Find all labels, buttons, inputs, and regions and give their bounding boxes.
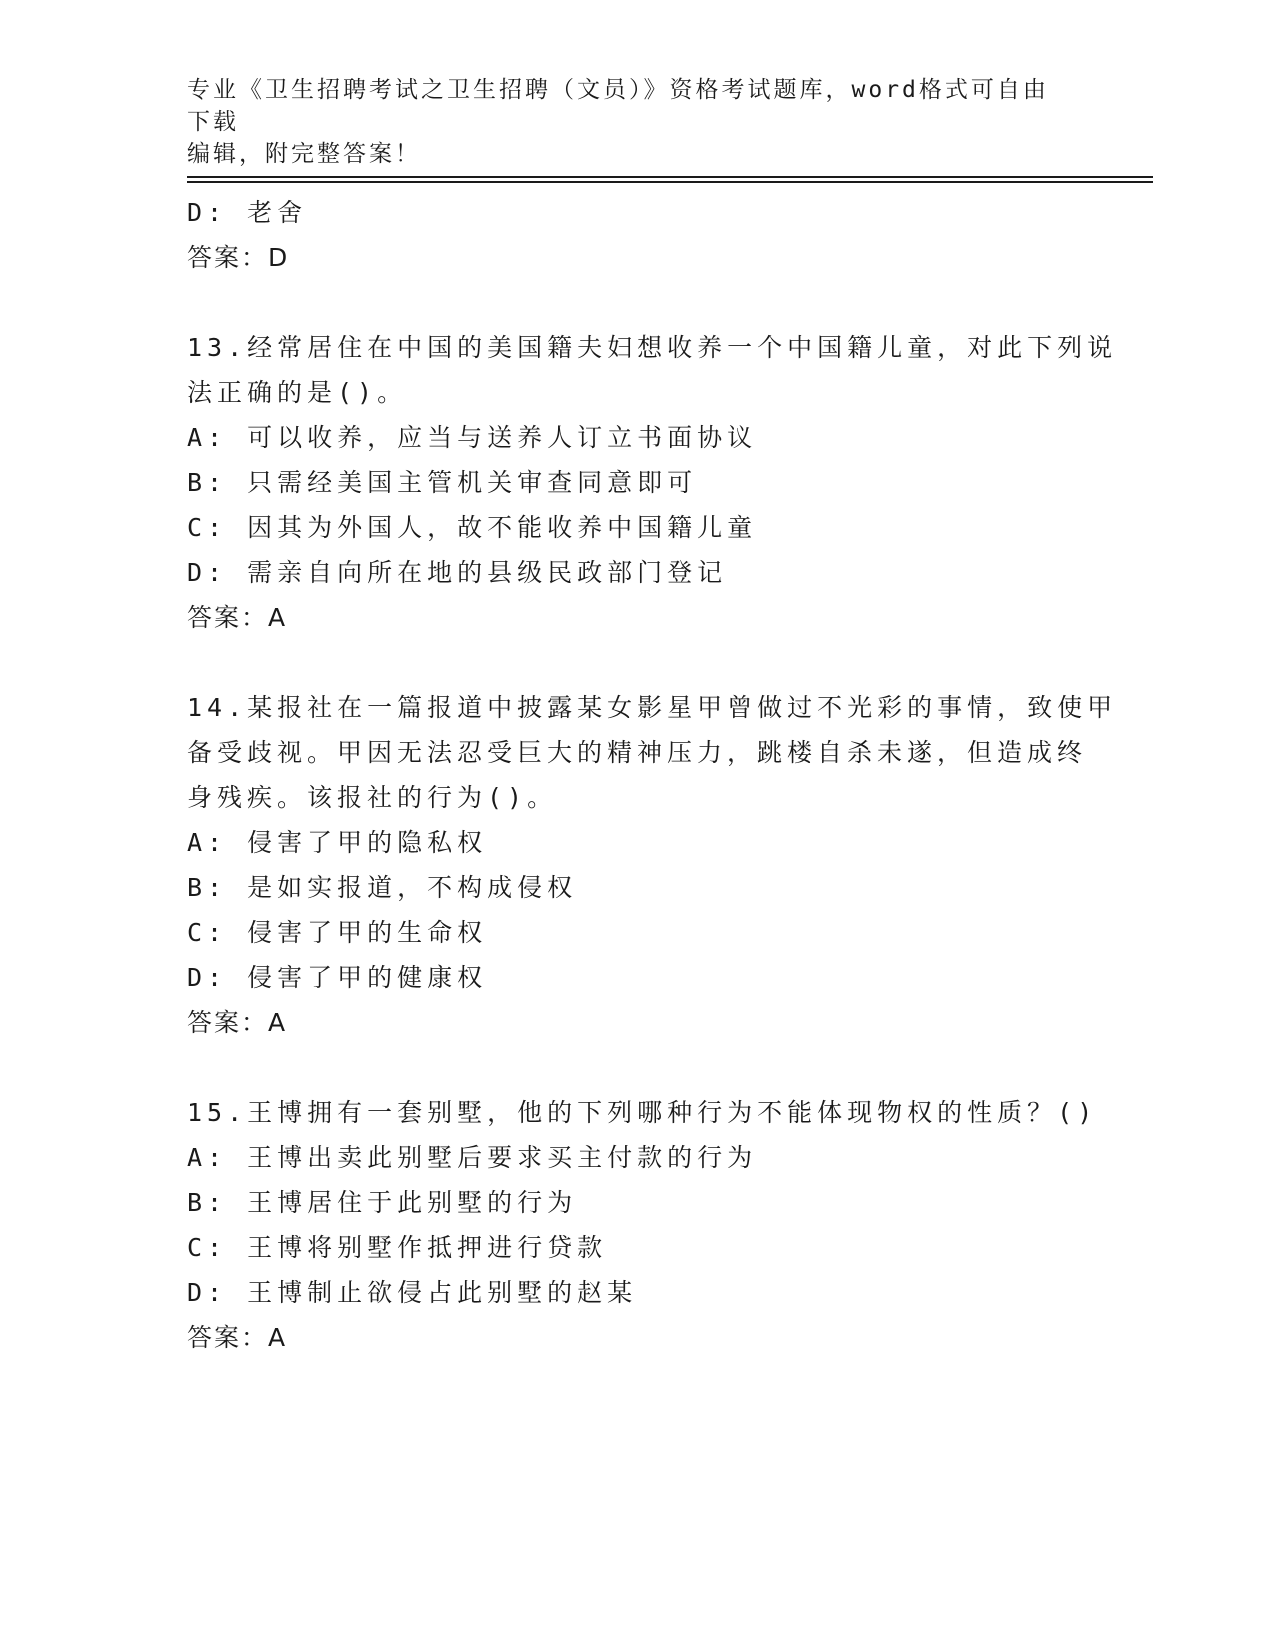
question-stem-line: 备受歧视。甲因无法忍受巨大的精神压力，跳楼自杀未遂，但造成终: [187, 738, 1088, 767]
option-c: C: 侵害了甲的生命权: [187, 918, 488, 947]
header-line-2: 编辑，附完整答案！: [187, 141, 421, 167]
option-d: D: 老舍: [187, 198, 308, 227]
option-b: B: 王博居住于此别墅的行为: [187, 1188, 578, 1217]
question-stem-line: 15.王博拥有一套别墅，他的下列哪种行为不能体现物权的性质？(): [187, 1098, 1098, 1127]
question-14: [187, 685, 1118, 1045]
option-d: D: 侵害了甲的健康权: [187, 963, 488, 992]
page-header: [187, 74, 1067, 170]
option-b: B: 只需经美国主管机关审查同意即可: [187, 468, 698, 497]
question-15: [187, 1090, 1098, 1360]
header-divider-top: [187, 176, 1153, 178]
answer-line: 答案：A: [187, 1323, 288, 1352]
previous-question-tail: [187, 190, 1067, 280]
spacer: [187, 1045, 1067, 1090]
question-list: [187, 190, 1118, 1360]
option-d: D: 王博制止欲侵占此别墅的赵某: [187, 1278, 638, 1307]
answer-line: 答案：A: [187, 603, 288, 632]
answer-line: 答案：A: [187, 1008, 288, 1037]
spacer: [187, 280, 1067, 325]
option-c: C: 因其为外国人，故不能收养中国籍儿童: [187, 513, 758, 542]
option-b: B: 是如实报道，不构成侵权: [187, 873, 578, 902]
question-stem-line: 法正确的是()。: [187, 378, 408, 407]
option-d: D: 需亲自向所在地的县级民政部门登记: [187, 558, 728, 587]
option-a: A: 可以收养，应当与送养人订立书面协议: [187, 423, 758, 452]
answer-line: 答案：D: [187, 243, 290, 272]
option-c: C: 王博将别墅作抵押进行贷款: [187, 1233, 608, 1262]
header-divider-bottom: [187, 181, 1153, 183]
question-stem-line: 14.某报社在一篇报道中披露某女影星甲曾做过不光彩的事情，致使甲: [187, 693, 1118, 722]
option-a: A: 王博出卖此别墅后要求买主付款的行为: [187, 1143, 758, 1172]
question-stem-line: 13.经常居住在中国的美国籍夫妇想收养一个中国籍儿童，对此下列说: [187, 333, 1118, 362]
option-a: A: 侵害了甲的隐私权: [187, 828, 488, 857]
question-13: [187, 325, 1118, 640]
spacer: [187, 640, 1067, 685]
header-line-1: 专业《卫生招聘考试之卫生招聘（文员）》资格考试题库，word格式可自由下载: [187, 77, 1049, 135]
question-stem-line: 身残疾。该报社的行为()。: [187, 783, 558, 812]
